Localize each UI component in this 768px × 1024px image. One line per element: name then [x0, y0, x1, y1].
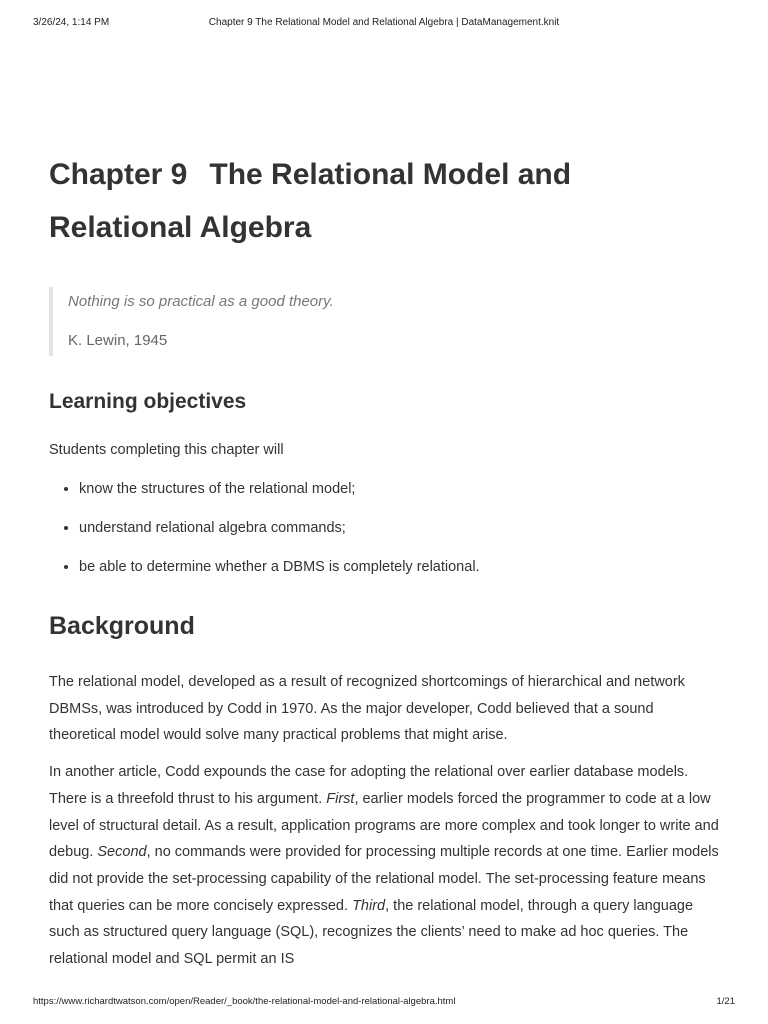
emphasis-third: Third: [352, 897, 386, 914]
print-footer: [0, 996, 768, 1010]
chapter-title-line2: Relational Algebra: [49, 211, 312, 244]
learning-objectives-intro: Students completing this chapter will: [49, 442, 284, 458]
paragraph-text: , the relational model, through a query language such as structured query language (SQL), recognizes the clients’ need to make ad hoc queries. The relational model and SQL permit an IS: [49, 897, 694, 968]
epigraph-quote: Nothing is so practical as a good theory.: [68, 293, 334, 310]
epigraph-attribution: K. Lewin, 1945: [68, 332, 168, 349]
learning-objectives-heading: Learning objectives: [49, 390, 247, 413]
background-paragraph-2: [49, 759, 721, 973]
paragraph-text: , no commands were provided for processing multiple records at one time. Earlier models did not provide the set-processing capability of the relational model. The set-processing feature means that queries can be more concisely expressed.: [49, 844, 719, 914]
chapter-number: Chapter 9: [49, 158, 188, 191]
print-header: [0, 17, 768, 33]
page-number: 1/21: [716, 996, 735, 1007]
paragraph-text: , earlier models forced the programmer to code at a low level of structural detail. As a result, application programs are more complex and took longer to write and debug.: [49, 790, 719, 861]
print-page-title: Chapter 9 The Relational Model and Relational Algebra | DataManagement.knit: [208, 17, 560, 28]
list-item: • be able to determine whether a DBMS is completely relational.: [79, 557, 721, 577]
chapter-title-line1: The Relational Model and: [209, 158, 572, 191]
emphasis-first: First: [326, 790, 355, 807]
background-paragraph-1: The relational model, developed as a result of recognized shortcomings of hierarchical and network DBMSs, was introduced by Codd in 1970. As the major developer, Codd believed that a sound theoretical model would solve many practical problems that might arise.: [49, 674, 685, 744]
objectives-list: [49, 479, 721, 577]
epigraph: [49, 287, 344, 356]
main-content: [49, 148, 721, 973]
list-item: • know the structures of the relational model;: [79, 479, 721, 499]
background-heading: Background: [49, 612, 195, 640]
print-timestamp: 3/26/24, 1:14 PM: [33, 17, 110, 28]
chapter-title: [49, 148, 721, 254]
paragraph-text: In another article, Codd expounds the case for adopting the relational over earlier database models. There is a threefold thrust to his argument.: [49, 764, 689, 807]
print-url: https://www.richardtwatson.com/open/Reader/_book/the-relational-model-and-relational-algebra.html: [33, 996, 456, 1007]
list-item: • understand relational algebra commands;: [79, 518, 721, 538]
emphasis-second: Second: [97, 844, 147, 861]
